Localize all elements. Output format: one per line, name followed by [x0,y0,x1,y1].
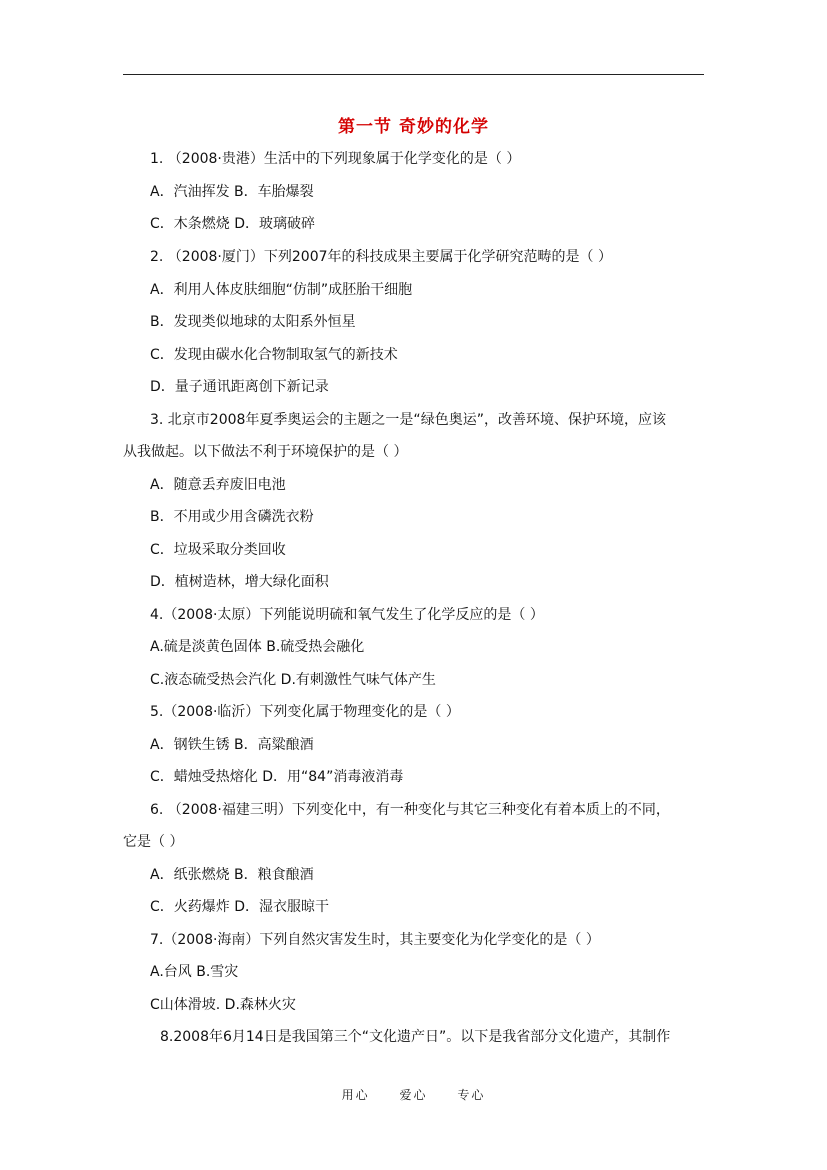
text-line: 5.（2008·临沂）下列变化属于物理变化的是（ ） [150,704,460,720]
text-line: 3. 北京市2008年夏季奥运会的主题之一是“绿色奥运”，改善环境、保护环境，应该 [150,412,666,428]
page-title: 第一节 奇妙的化学 [338,117,489,137]
text-line: C．蜡烛受热熔化 D．用“84”消毒液消毒 [150,769,404,785]
text-line: 1. （2008·贵港）生活中的下列现象属于化学变化的是（ ） [150,151,521,167]
text-line: 它是（ ） [123,834,184,850]
text-line: C．发现由碳水化合物制取氢气的新技术 [150,347,398,363]
footer-text-3: 专心 [457,1088,486,1102]
text-line: D．量子通讯距离创下新记录 [150,379,329,395]
text-line: A．利用人体皮肤细胞“仿制”成胚胎干细胞 [150,282,413,298]
text-line: A．纸张燃烧 B．粮食酿酒 [150,867,314,883]
text-line: D．植树造林，增大绿化面积 [150,574,329,590]
text-line: C.液态硫受热会汽化 D.有刺激性气味气体产生 [150,672,436,688]
text-line: C．火药爆炸 D．湿衣服晾干 [150,899,330,915]
header-rule [123,74,704,75]
text-line: 从我做起。以下做法不利于环境保护的是（ ） [123,444,408,460]
text-line: 8.2008年6月14日是我国第三个“文化遗产日”。以下是我省部分文化遗产，其制作 [160,1029,671,1045]
text-line: A．随意丢弃废旧电池 [150,477,286,493]
text-line: A．汽油挥发 B．车胎爆裂 [150,184,314,200]
footer-text-2: 爱心 [399,1088,428,1102]
text-line: 7.（2008·海南）下列自然灾害发生时，其主要变化为化学变化的是（ ） [150,932,600,948]
text-line: A．钢铁生锈 B．高粱酿酒 [150,737,314,753]
footer-text-1: 用心 [341,1088,370,1102]
text-line: C．垃圾采取分类回收 [150,542,286,558]
text-line: B．不用或少用含磷洗衣粉 [150,509,314,525]
text-line: 6. （2008·福建三明）下列变化中，有一种变化与其它三种变化有着本质上的不同， [150,802,670,818]
text-line: C．木条燃烧 D．玻璃破碎 [150,216,316,232]
page-footer [0,1086,827,1103]
text-line: A.硫是淡黄色固体 B.硫受热会融化 [150,639,365,655]
text-line: B．发现类似地球的太阳系外恒星 [150,314,356,330]
text-line: A.台风 B.雪灾 [150,964,239,980]
text-line: C山体滑坡. D.森林火灾 [150,997,296,1013]
text-line: 2. （2008·厦门）下列2007年的科技成果主要属于化学研究范畴的是（ ） [150,249,612,265]
text-line: 4.（2008·太原）下列能说明硫和氧气发生了化学反应的是（ ） [150,607,544,623]
